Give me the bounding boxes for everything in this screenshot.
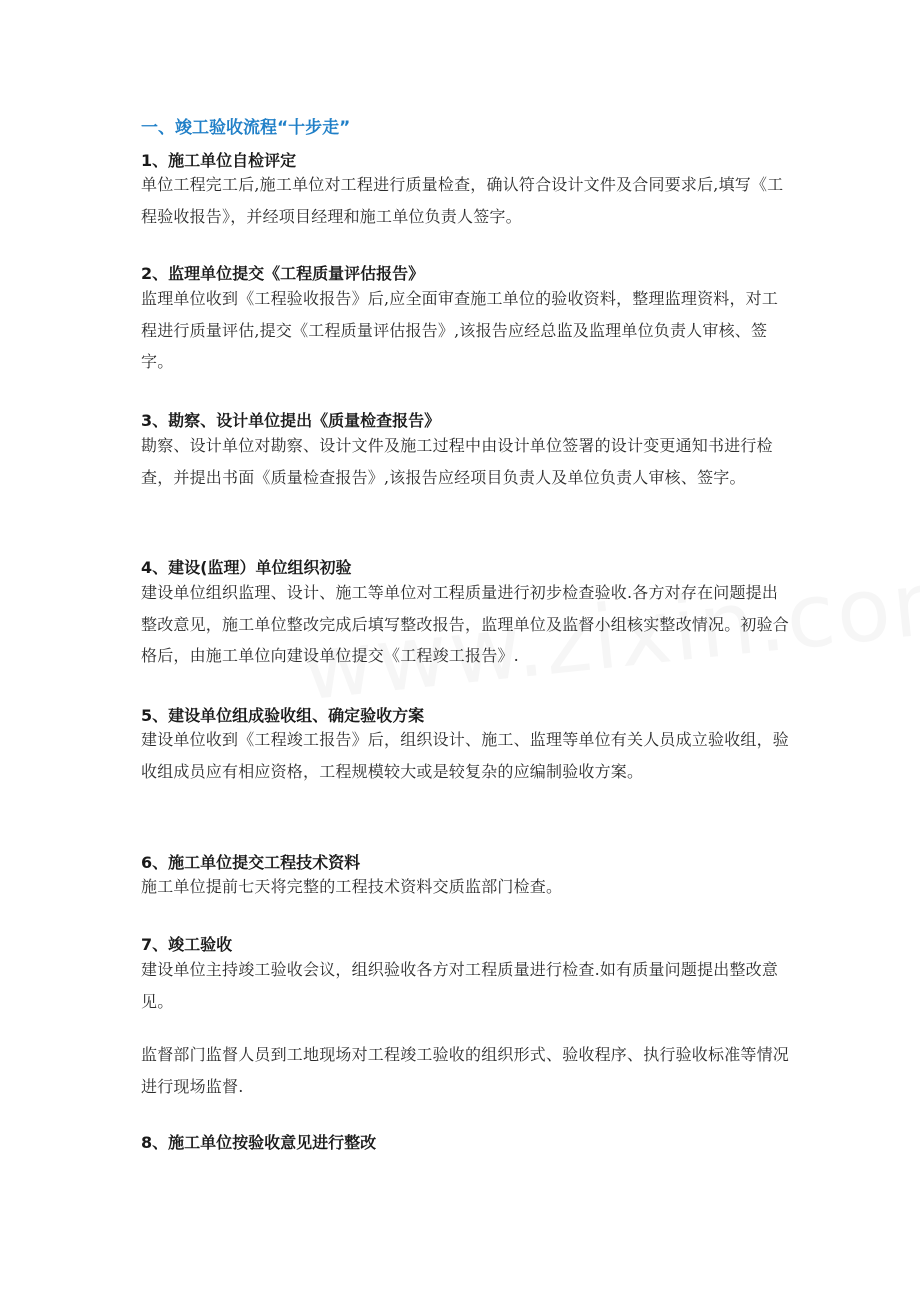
- step-heading: 3、勘察、设计单位提出《质量检查报告》: [141, 411, 441, 430]
- step-heading: 4、建设(监理）单位组织初验: [141, 558, 352, 577]
- step-heading: 2、监理单位提交《工程质量评估报告》: [141, 264, 425, 283]
- step-heading: 5、建设单位组成验收组、确定验收方案: [141, 706, 425, 725]
- step-paragraph: 建设单位主持竣工验收会议，组织验收各方对工程质量进行检查.如有质量问题提出整改意见。: [141, 960, 779, 1011]
- step-heading: 7、竣工验收: [141, 935, 233, 954]
- step-paragraph: 建设单位组织监理、设计、施工等单位对工程质量进行初步检查验收.各方对存在问题提出整改意见，施工单位整改完成后填写整改报告，监理单位及监督小组核实整改情况。初验合格后，由施工单位向建设单位提交《工程竣工报告》.: [141, 583, 790, 665]
- step-paragraph: 单位工程完工后,施工单位对工程进行质量检查，确认符合设计文件及合同要求后,填写《工程验收报告》，并经项目经理和施工单位负责人签字。: [141, 175, 784, 226]
- step-paragraph: 施工单位提前七天将完整的工程技术资料交质监部门检查。: [141, 877, 563, 896]
- step-heading: 8、施工单位按验收意见进行整改: [141, 1133, 377, 1152]
- step-paragraph: 勘察、设计单位对勘察、设计文件及施工过程中由设计单位签署的设计变更通知书进行检查，并提出书面《质量检查报告》,该报告应经项目负责人及单位负责人审核、签字。: [141, 436, 773, 487]
- step-paragraph: 监督部门监督人员到工地现场对工程竣工验收的组织形式、验收程序、执行验收标准等情况进行现场监督.: [141, 1045, 790, 1096]
- step-heading: 1、施工单位自检评定: [141, 151, 297, 170]
- step-paragraph: 监理单位收到《工程验收报告》后,应全面审查施工单位的验收资料，整理监理资料，对工程进行质量评估,提交《工程质量评估报告》,该报告应经总监及监理单位负责人审核、签字。: [141, 289, 779, 371]
- step-heading: 6、施工单位提交工程技术资料: [141, 853, 361, 872]
- section-title: 一、竣工验收流程“十步走”: [141, 118, 351, 138]
- step-paragraph: 建设单位收到《工程竣工报告》后，组织设计、施工、监理等单位有关人员成立验收组，验收组成员应有相应资格，工程规模较大或是较复杂的应编制验收方案。: [141, 730, 790, 781]
